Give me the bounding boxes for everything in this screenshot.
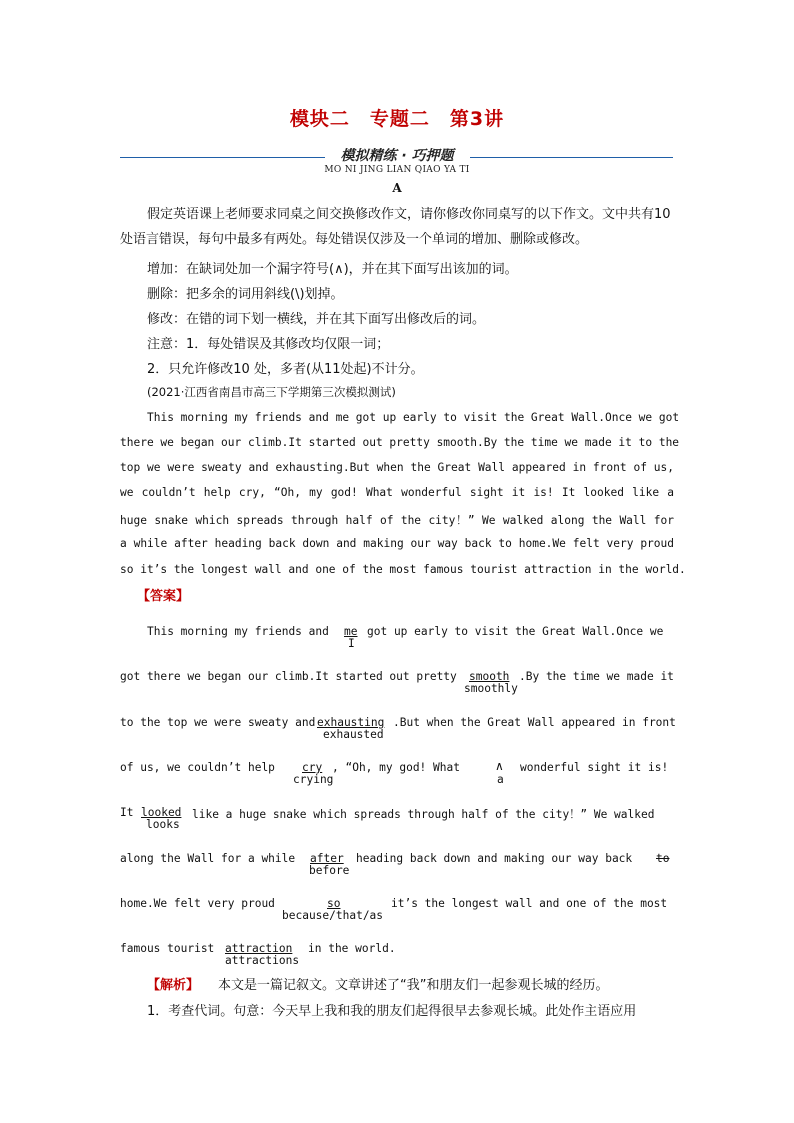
answer-line <box>120 852 674 882</box>
answer-text: famous tourist <box>120 942 215 955</box>
correction-word: I <box>348 637 355 650</box>
passage-line: so it’s the longest wall and one of the most famous tourist attraction in the world. <box>120 563 686 576</box>
answer-line <box>120 761 674 791</box>
instruction-delete: 删除：把多余的词用斜线(\)划掉。 <box>147 287 344 302</box>
answer-text: it’s the longest wall and one of the most <box>391 897 668 910</box>
answer-line <box>120 716 674 746</box>
passage-line: huge snake which spreads through half of the city！” We walked along the Wall for <box>120 514 674 527</box>
answer-text: in the world. <box>308 942 396 955</box>
answer-text: .But when the Great Wall appeared in front <box>393 716 676 729</box>
instruction-intro: 假定英语课上老师要求同桌之间交换修改作文，请你修改你同桌写的以下作文。文中共有10处语言错误，每句中最多有两处。每处错误仅涉及一个单词的增加、删除或修改。 <box>120 207 671 247</box>
correction-word: looks <box>146 818 180 831</box>
error-word: attraction <box>225 942 293 955</box>
answer-text: like a huge snake which spreads through half of the city！” We walked <box>192 808 655 821</box>
analysis-point-1: 1．考查代词。句意：今天早上我和我的朋友们起得很早去参观长城。此处作主语应用 <box>147 1004 637 1019</box>
answer-line <box>120 806 674 836</box>
analysis-summary: 本文是一篇记叙文。文章讲述了“我”和朋友们一起参观长城的经历。 <box>218 978 609 993</box>
passage-line: there we began our climb.It started out pretty smooth.By the time we made it to the <box>120 436 680 449</box>
section-banner: 模拟精练 · 巧押题 <box>340 148 454 164</box>
answer-text: of us, we couldn’t help <box>120 761 275 774</box>
instruction-note-1: 注意：1．每处错误及其修改均仅限一词； <box>147 337 390 352</box>
correction-word: a <box>497 773 504 786</box>
section-banner-pinyin: MO NI JING LIAN QIAO YA TI <box>324 165 470 175</box>
error-word: me <box>344 625 358 638</box>
error-word: smooth <box>469 670 510 683</box>
answer-text: along the Wall for a while <box>120 852 296 865</box>
error-word: cry <box>302 761 323 774</box>
answer-text: heading back down and making our way back <box>356 852 633 865</box>
analysis-heading: 【解析】 <box>147 978 200 993</box>
correction-word: smoothly <box>464 682 518 695</box>
correction-word: attractions <box>225 954 300 967</box>
answer-heading: 【答案】 <box>137 589 190 604</box>
error-word: after <box>310 852 344 865</box>
passage-line: top we were sweaty and exhausting.But when the Great Wall appeared in front of us, <box>120 461 674 474</box>
answer-line <box>120 897 674 927</box>
error-word: so <box>327 897 341 910</box>
answer-text: got up early to visit the Great Wall.Once we <box>367 625 664 638</box>
answer-text: got there we began our climb.It started out pretty <box>120 670 457 683</box>
error-word: exhausting <box>317 716 385 729</box>
answer-text: It <box>120 806 134 819</box>
answer-line <box>120 670 674 700</box>
insertion-caret: ∧ <box>495 759 504 773</box>
correction-word: before <box>309 864 350 877</box>
passage-line: we couldn’t help cry, “Oh, my god! What wonderful sight it is! It looked like a <box>120 486 674 499</box>
answer-text: .By the time we made it <box>519 670 674 683</box>
answer-text: wonderful sight it is! <box>520 761 669 774</box>
correction-word: crying <box>293 773 334 786</box>
correction-word: exhausted <box>323 728 384 741</box>
answer-line <box>120 942 674 972</box>
source-note: (2021·江西省南昌市高三下学期第三次模拟测试) <box>147 385 396 399</box>
answer-text: , “Oh, my god! What <box>332 761 460 774</box>
page-title: 模块二 专题二 第3讲 <box>289 108 505 130</box>
answer-line <box>120 625 674 655</box>
instruction-note-2: 2．只允许修改10 处，多者(从11处起)不计分。 <box>147 362 424 377</box>
section-letter: A <box>392 181 402 195</box>
instruction-modify: 修改：在错的词下划一横线，并在其下面写出修改后的词。 <box>147 312 486 327</box>
error-word: looked <box>141 806 182 819</box>
correction-word: because/that/as <box>282 909 384 922</box>
answer-text: to the top we were sweaty and <box>120 716 316 729</box>
deleted-word: to <box>656 852 670 865</box>
passage-line: a while after heading back down and making our way back to home.We felt very proud <box>120 537 674 550</box>
answer-text: This morning my friends and <box>147 625 329 638</box>
passage-line: This morning my friends and me got up early to visit the Great Wall.Once we got <box>147 411 680 424</box>
instruction-add: 增加：在缺词处加一个漏字符号(∧)，并在其下面写出该加的词。 <box>147 262 518 277</box>
answer-text: home.We felt very proud <box>120 897 275 910</box>
